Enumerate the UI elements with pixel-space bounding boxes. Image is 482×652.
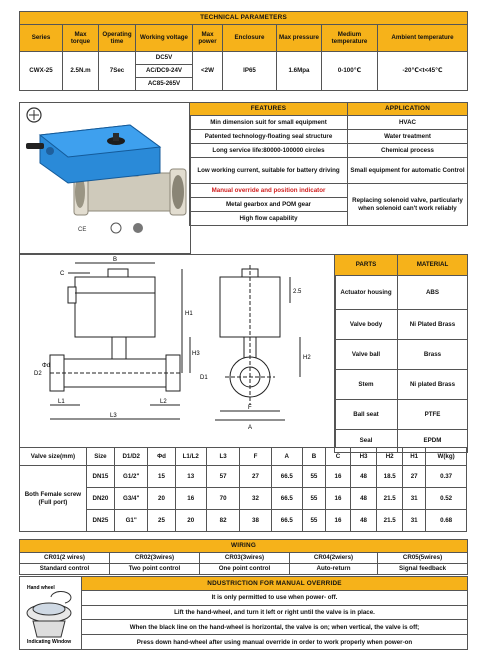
dim-d: Φd xyxy=(42,363,51,369)
voltage-value: AC85-265V xyxy=(136,78,193,91)
wiring-code: CR03(3wires) xyxy=(200,553,290,564)
application-title: APPLICATION xyxy=(348,103,468,116)
parts-panel xyxy=(334,254,467,453)
size-cell: 66.5 xyxy=(271,488,302,510)
wiring-desc: Standard control xyxy=(20,564,110,575)
col-time: Operating time xyxy=(99,25,136,52)
size-cell: 16 xyxy=(325,466,350,488)
size-cell: DN20 xyxy=(86,488,114,510)
dim-L1: L1 xyxy=(58,399,65,405)
size-cell: 66.5 xyxy=(271,466,302,488)
size-cell: 15 xyxy=(148,466,175,488)
size-cell: G3/4" xyxy=(115,488,148,510)
part-material: Ni Plated Brass xyxy=(398,310,468,340)
dim-B: B xyxy=(113,257,118,263)
feature-item: Long service life:80000-100000 circles xyxy=(190,144,348,158)
size-cell: 31 xyxy=(403,488,426,510)
size-col-header: W(kg) xyxy=(426,448,467,466)
valve-illustration xyxy=(20,103,190,253)
size-col-header: L1/L2 xyxy=(175,448,206,466)
application-item: Water treatment xyxy=(348,130,468,144)
dim-D1: D1 xyxy=(200,375,208,381)
series-value: CWX-25 xyxy=(20,52,63,91)
wiring-desc: One point control xyxy=(200,564,290,575)
size-cell: 18.5 xyxy=(377,466,403,488)
part-material: EPDM xyxy=(398,430,468,453)
col-enclosure: Enclosure xyxy=(223,25,277,52)
size-col-header: D1/D2 xyxy=(115,448,148,466)
manual-line: It is only permitted to use when power- off. xyxy=(82,590,468,605)
manual-title: NDUSTRICTION FOR MANUAL OVERRIDE xyxy=(82,577,468,591)
wiring-code: CR04(2wiers) xyxy=(290,553,378,564)
size-cell: 38 xyxy=(240,510,271,532)
wiring-title: WIRING xyxy=(20,540,468,553)
time-value: 7Sec xyxy=(99,52,136,91)
part-name: Seal xyxy=(335,430,398,453)
torque-value: 2.5N.m xyxy=(63,52,99,91)
manual-override xyxy=(19,576,467,650)
size-col-header: F xyxy=(240,448,271,466)
hand-wheel-icon xyxy=(21,577,81,647)
col-ambient-temp: Ambient temperature xyxy=(378,25,468,52)
col-pressure: Max pressure xyxy=(277,25,322,52)
col-voltage: Working voltage xyxy=(136,25,193,52)
feature-item: Low working current, suitable for battery driving xyxy=(190,158,348,184)
dim-A: A xyxy=(248,425,253,431)
part-name: Stem xyxy=(335,370,398,400)
application-item: HVAC xyxy=(348,116,468,130)
col-medium-temp: Medium temperature xyxy=(322,25,378,52)
size-col-header: B xyxy=(302,448,325,466)
size-cell: 31 xyxy=(403,510,426,532)
size-cell: 55 xyxy=(302,510,325,532)
indicator-label: Indicating Window xyxy=(26,639,71,645)
size-cell: 25 xyxy=(148,510,175,532)
size-cell: 0.37 xyxy=(426,466,467,488)
size-col-header: L3 xyxy=(206,448,239,466)
datasheet xyxy=(19,11,467,647)
parts-table xyxy=(334,254,468,453)
part-name: Actuator housing xyxy=(335,276,398,310)
dim-H2: H2 xyxy=(303,355,311,361)
size-cell: 48 xyxy=(350,510,376,532)
part-material: Brass xyxy=(398,340,468,370)
size-cell: 55 xyxy=(302,488,325,510)
application-item: Small equipment for automatic Control xyxy=(348,158,468,184)
part-name: Ball seat xyxy=(335,400,398,430)
wiring-desc: Two point control xyxy=(110,564,200,575)
material-header: MATERIAL xyxy=(398,255,468,276)
voltage-value: AC/DC9-24V xyxy=(136,65,193,78)
svg-text:CE: CE xyxy=(78,227,87,233)
size-cell: 20 xyxy=(175,510,206,532)
ambient-temp-value: -20℃<t<45℃ xyxy=(378,52,468,91)
part-material: ABS xyxy=(398,276,468,310)
size-cell: 48 xyxy=(350,488,376,510)
part-material: Ni plated Brass xyxy=(398,370,468,400)
size-cell: 0.68 xyxy=(426,510,467,532)
size-group-label: Both Female screw (Full port) xyxy=(20,466,87,532)
size-col-header: C xyxy=(325,448,350,466)
wiring-code: CR05(5wires) xyxy=(378,553,468,564)
parts-header: PARTS xyxy=(335,255,398,276)
dim-H1: H1 xyxy=(185,311,193,317)
size-cell: 16 xyxy=(325,510,350,532)
feature-item: Metal gearbox and POM gear xyxy=(190,198,348,212)
wiring-code: CR01(2 wires) xyxy=(20,553,110,564)
wiring-desc: Signal feedback xyxy=(378,564,468,575)
size-cell: 16 xyxy=(325,488,350,510)
size-col-header: Valve size(mm) xyxy=(20,448,87,466)
hand-wheel-label: Hand wheel xyxy=(26,585,55,591)
feature-item-highlight: Manual override and position indicator xyxy=(190,184,348,198)
size-cell: 13 xyxy=(175,466,206,488)
manual-icon-cell xyxy=(20,577,82,650)
size-col-header: H1 xyxy=(403,448,426,466)
size-cell: 66.5 xyxy=(271,510,302,532)
size-col-header: Size xyxy=(86,448,114,466)
voltage-value: DC5V xyxy=(136,52,193,65)
manual-override-table xyxy=(19,576,468,650)
size-cell: 55 xyxy=(302,466,325,488)
col-power: Max power xyxy=(193,25,223,52)
dimension-drawing xyxy=(19,254,336,448)
size-cell: 21.5 xyxy=(377,510,403,532)
size-col-header: A xyxy=(271,448,302,466)
features-title: FEATURES xyxy=(190,103,348,116)
features-table xyxy=(189,102,468,226)
dim-H3: H3 xyxy=(192,351,200,357)
dim-F: F xyxy=(248,405,252,411)
size-cell: 16 xyxy=(175,488,206,510)
size-cell: 21.5 xyxy=(377,488,403,510)
size-col-header: H3 xyxy=(350,448,376,466)
size-cell: G1/2" xyxy=(115,466,148,488)
power-value: <2W xyxy=(193,52,223,91)
col-torque: Max torque xyxy=(63,25,99,52)
dim-L3: L3 xyxy=(110,413,117,419)
size-cell: DN25 xyxy=(86,510,114,532)
size-cell: 20 xyxy=(148,488,175,510)
size-cell: DN15 xyxy=(86,466,114,488)
feature-item: Min dimension suit for small equipment xyxy=(190,116,348,130)
wiring-code: CR02(3wires) xyxy=(110,553,200,564)
product-photo xyxy=(19,102,191,254)
sizes-table xyxy=(19,447,467,532)
size-cell: 32 xyxy=(240,488,271,510)
size-cell: 48 xyxy=(350,466,376,488)
dim-L2: L2 xyxy=(160,399,167,405)
tech-title: TECHNICAL PARAMETERS xyxy=(20,12,468,25)
part-material: PTFE xyxy=(398,400,468,430)
col-series: Series xyxy=(20,25,63,52)
size-col-header: H2 xyxy=(377,448,403,466)
dim-C: C xyxy=(60,271,65,277)
tech-params-table xyxy=(19,11,468,91)
dim-D2: D2 xyxy=(34,371,42,377)
application-item: Chemical process xyxy=(348,144,468,158)
wiring-table xyxy=(19,539,468,575)
size-col-header: Φd xyxy=(148,448,175,466)
dim-25: 2.5 xyxy=(293,289,302,295)
size-cell: 82 xyxy=(206,510,239,532)
size-cell: 27 xyxy=(240,466,271,488)
size-cell: G1" xyxy=(115,510,148,532)
feature-item: High flow capability xyxy=(190,212,348,226)
size-cell: 70 xyxy=(206,488,239,510)
enclosure-value: IP65 xyxy=(223,52,277,91)
medium-temp-value: 0-100℃ xyxy=(322,52,378,91)
dimension-drawing-svg xyxy=(20,255,335,447)
part-name: Valve ball xyxy=(335,340,398,370)
pressure-value: 1.6Mpa xyxy=(277,52,322,91)
feature-item: Patented technology-floating seal structure xyxy=(190,130,348,144)
wiring-desc: Auto-return xyxy=(290,564,378,575)
application-item: Replacing solenoid valve, particularly when solenoid can't work reliably xyxy=(348,184,468,226)
manual-line: Lift the hand-wheel, and turn it left or right until the valve is in place. xyxy=(82,605,468,620)
manual-line: When the black line on the hand-wheel is horizontal, the valve is on; when vertical, the valve is off; xyxy=(82,620,468,635)
manual-line: Press down hand-wheel after using manual override in order to work properly when power-on xyxy=(82,635,468,650)
part-name: Valve body xyxy=(335,310,398,340)
size-cell: 27 xyxy=(403,466,426,488)
size-cell: 57 xyxy=(206,466,239,488)
size-cell: 0.52 xyxy=(426,488,467,510)
